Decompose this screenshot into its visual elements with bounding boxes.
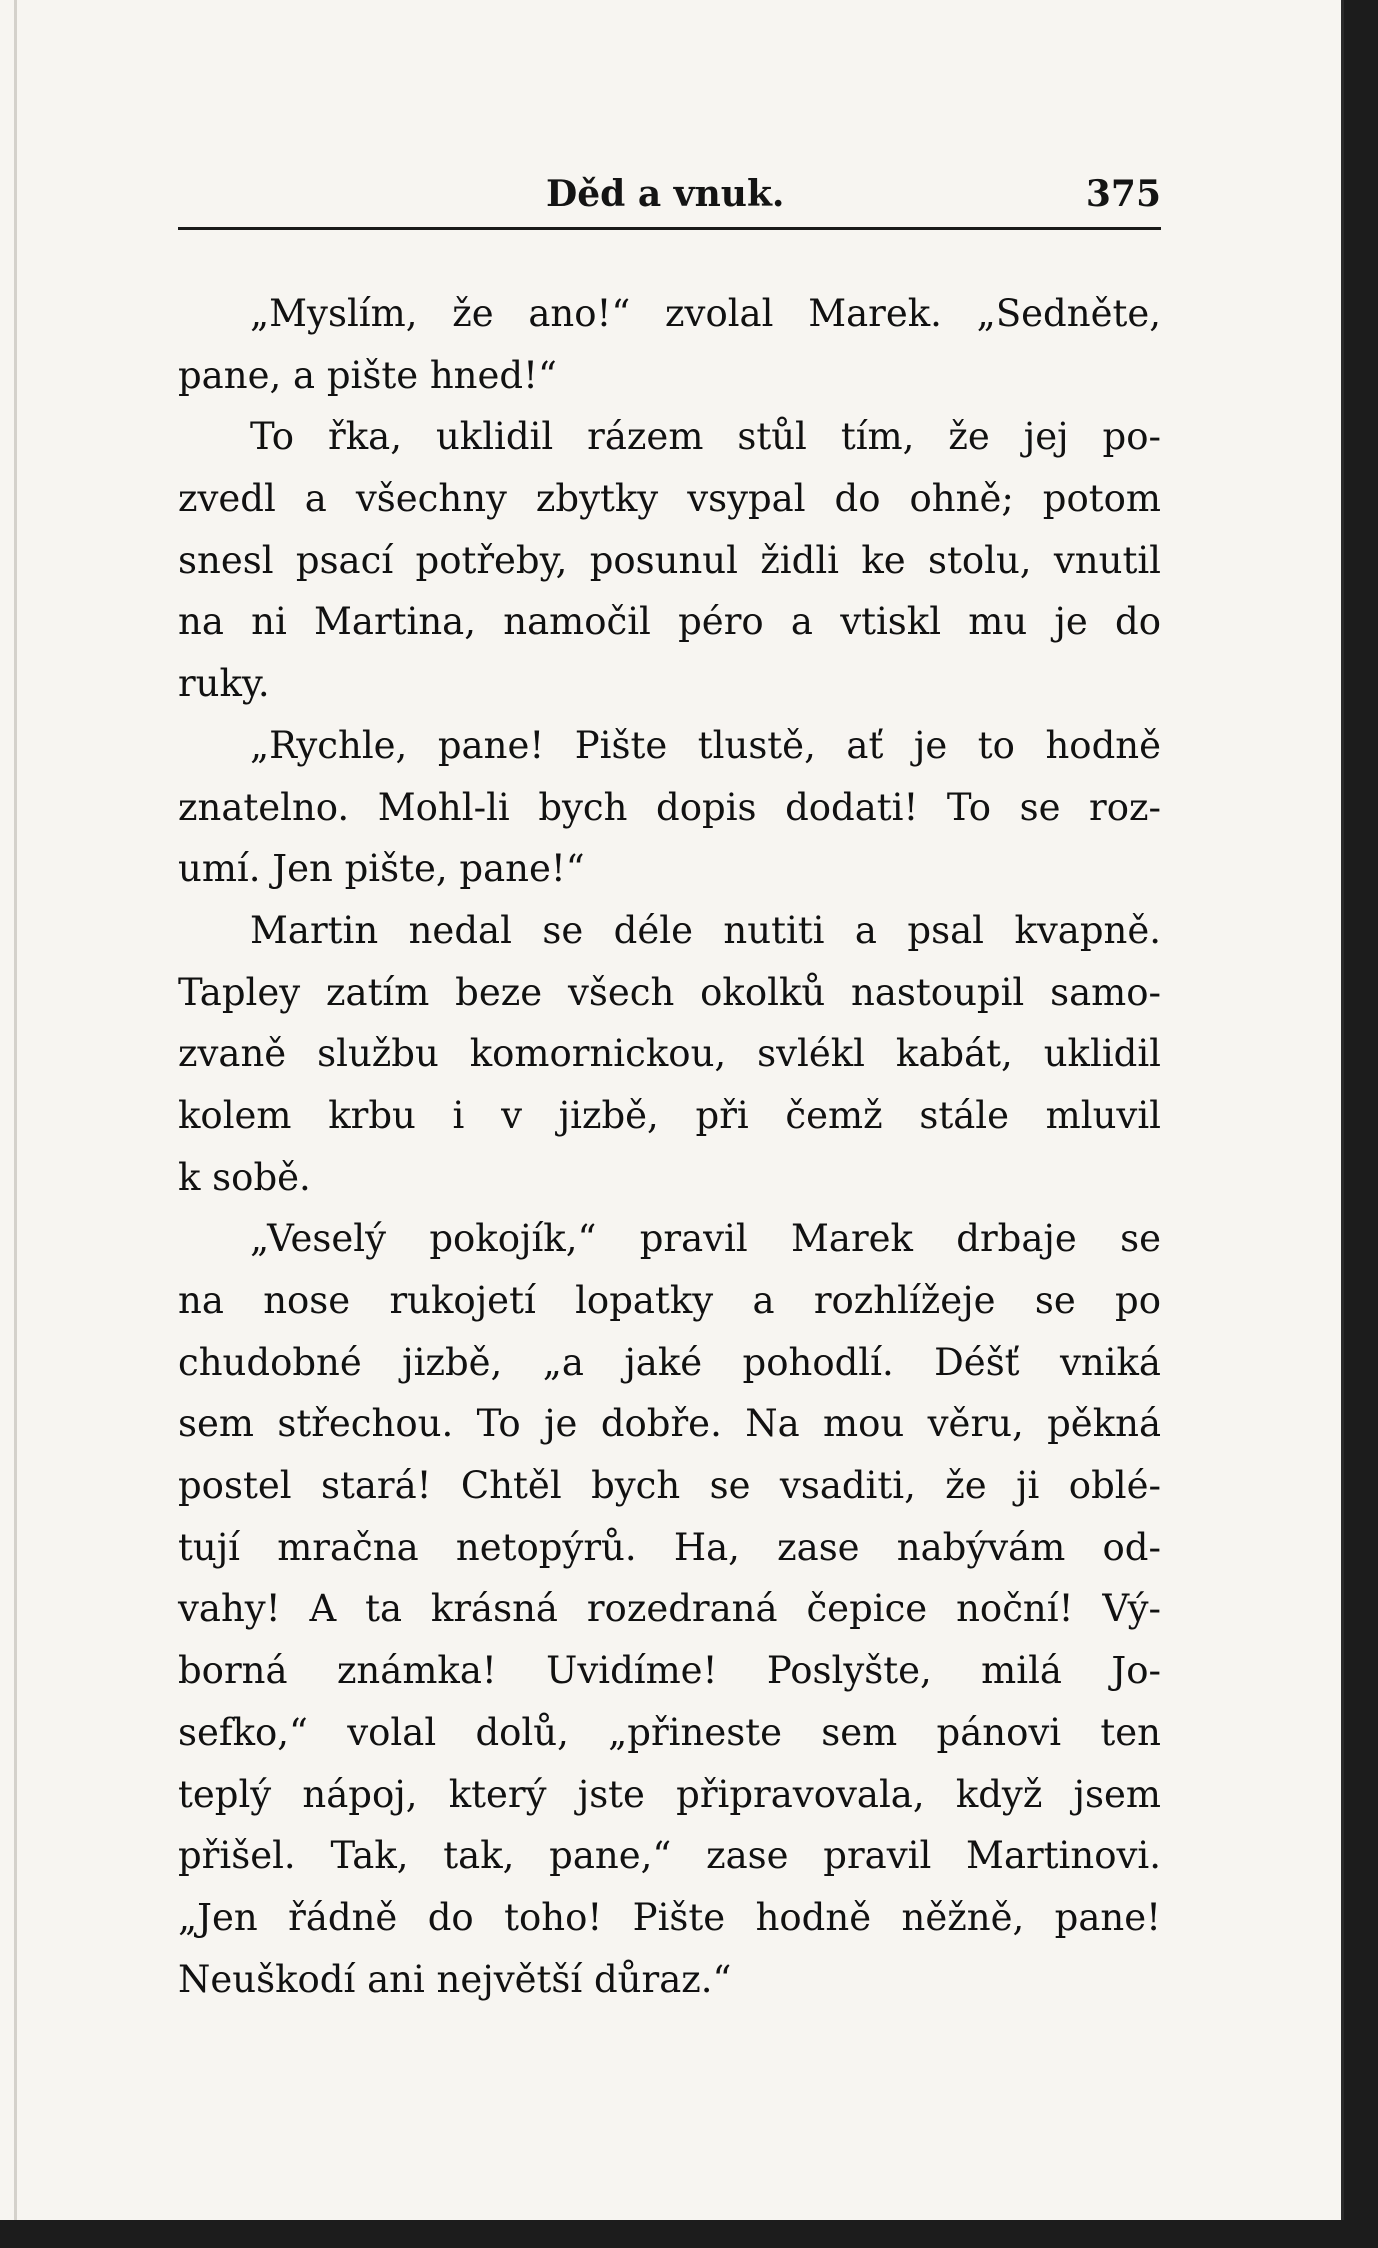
text-line: To řka, uklidil rázem stůl tím, že jej po- — [250, 415, 1161, 459]
text-line: znatelno. Mohl-li bych dopis dodati! To se roz- — [178, 785, 1161, 829]
text-line: Neuškodí ani největší důraz.“ — [178, 1957, 732, 2001]
text-line: „Veselý pokojík,“ pravil Marek drbaje se — [250, 1217, 1161, 1261]
text-line: kolem krbu i v jizbě, při čemž stále mluvil — [178, 1093, 1161, 1137]
text-line: „Jen řádně do toho! Pište hodně něžně, pane! — [178, 1895, 1161, 1939]
text-line: Martin nedal se déle nutiti a psal kvapně. — [250, 908, 1161, 952]
text-line: na nose rukojetí lopatky a rozhlížeje se po — [178, 1279, 1161, 1322]
text-line: tují mračna netopýrů. Ha, zase nabývám od- — [178, 1525, 1161, 1569]
text-line: k sobě. — [178, 1155, 311, 1199]
text-line: teplý nápoj, který jste připravovala, když jsem — [178, 1772, 1161, 1816]
text-line: sem střechou. To je dobře. Na mou věru, pěkná — [178, 1402, 1161, 1446]
text-line: „Myslím, že ano!“ zvolal Marek. „Sedněte, — [250, 292, 1161, 335]
text-line: na ni Martina, namočil péro a vtiskl mu je do — [178, 600, 1161, 644]
text-line: Tapley zatím beze všech okolků nastoupil samo- — [178, 970, 1161, 1014]
text-line: vahy! A ta krásná rozedraná čepice noční! Vý- — [178, 1587, 1161, 1631]
text-line: umí. Jen pište, pane!“ — [178, 847, 585, 891]
text-line: „Rychle, pane! Pište tlustě, ať je to hodně — [250, 723, 1161, 767]
running-title: Děd a vnuk. — [546, 173, 785, 215]
text-line: ruky. — [178, 662, 270, 706]
text-line: sefko,“ volal dolů, „přineste sem pánovi ten — [178, 1710, 1161, 1754]
text-line: postel stará! Chtěl bych se vsaditi, že ji oblé- — [178, 1464, 1161, 1508]
text-line: borná známka! Uvidíme! Poslyšte, milá Jo- — [178, 1649, 1161, 1693]
text-line: zvaně službu komornickou, svlékl kabát, uklidil — [178, 1032, 1161, 1076]
text-line: snesl psací potřeby, posunul židli ke stolu, vnutil — [178, 538, 1161, 582]
page-gutter-edge — [14, 0, 17, 2220]
text-line: přišel. Tak, tak, pane,“ zase pravil Martinovi. — [178, 1834, 1161, 1878]
body-text — [178, 283, 1161, 2010]
text-line: chudobné jizbě, „a jaké pohodlí. Déšť vniká — [178, 1340, 1161, 1384]
text-line: pane, a pište hned!“ — [178, 353, 557, 397]
running-header — [178, 163, 1161, 227]
page-number: 375 — [1085, 173, 1161, 215]
text-line: zvedl a všechny zbytky vsypal do ohně; potom — [178, 477, 1161, 521]
header-rule — [178, 227, 1161, 230]
